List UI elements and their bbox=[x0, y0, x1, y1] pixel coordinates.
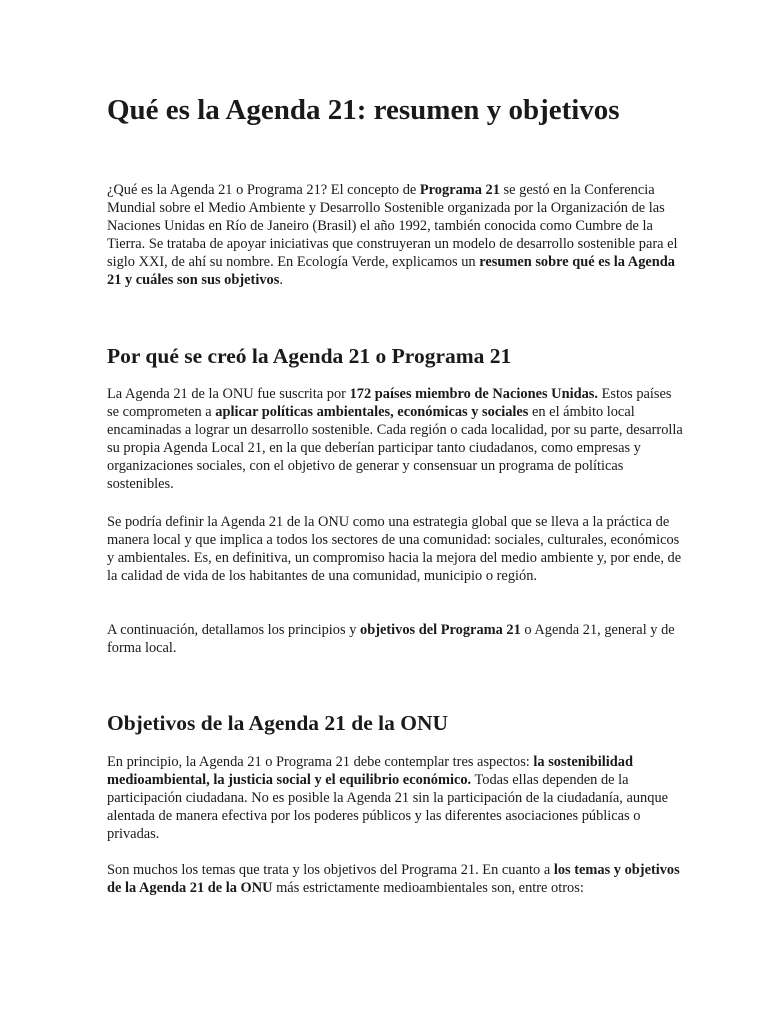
s1p1-text-2: Estos países se comprometen a bbox=[107, 386, 672, 420]
s1p1-bold-1: 172 países miembro de Naciones Unidas. bbox=[349, 386, 598, 402]
s1p3-text-1: A continuación, detallamos los principios y bbox=[107, 622, 360, 638]
section2-paragraph-1 bbox=[107, 753, 687, 843]
s1p3-text-2: o Agenda 21, general y de forma local. bbox=[107, 622, 675, 656]
intro-paragraph bbox=[107, 181, 687, 289]
s2p1-text-1: En principio, la Agenda 21 o Programa 21 debe contemplar tres aspectos: bbox=[107, 754, 534, 770]
intro-text-1: ¿Qué es la Agenda 21 o Programa 21? El concepto de bbox=[107, 182, 420, 198]
intro-text-3: . bbox=[279, 272, 283, 288]
s1p1-bold-2: aplicar políticas ambientales, económicas y sociales bbox=[215, 404, 529, 420]
s2p2-text-1: Son muchos los temas que trata y los objetivos del Programa 21. En cuanto a bbox=[107, 862, 554, 878]
section2-heading: Objetivos de la Agenda 21 de la ONU bbox=[107, 711, 449, 735]
s2p2-bold-1: los temas y objetivos de la Agenda 21 de la ONU bbox=[107, 862, 680, 896]
page-title: Qué es la Agenda 21: resumen y objetivos bbox=[107, 94, 620, 126]
section1-paragraph-3 bbox=[107, 621, 687, 657]
section1-paragraph-1 bbox=[107, 385, 687, 493]
s2p2-text-2: más estrictamente medioambientales son, entre otros: bbox=[272, 880, 584, 896]
intro-bold-2: resumen sobre qué es la Agenda 21 y cuáles son sus objetivos bbox=[107, 254, 675, 288]
intro-bold-1: Programa 21 bbox=[419, 182, 500, 198]
section1-heading: Por qué se creó la Agenda 21 o Programa 21 bbox=[107, 344, 512, 368]
s1p1-text-3: en el ámbito local encaminadas a lograr un desarrollo sostenible. Cada región o cada localidad, por su parte, desarrolla su propia Agenda Local 21, en la que deberían participar tanto ciudadanos, como empresas y organizaciones sociales, con el objetivo de generar y consensuar un programa de políticas sostenibles. bbox=[107, 404, 683, 492]
s1p3-bold-1: objetivos del Programa 21 bbox=[360, 622, 521, 638]
section2-paragraph-2 bbox=[107, 861, 687, 897]
section1-paragraph-2: Se podría definir la Agenda 21 de la ONU como una estrategia global que se lleva a la práctica de manera local y que implica a todos los sectores de una comunidad: sociales, culturales, económicos y ambientales. Es, en definitiva, un compromiso hacia la mejora del medio ambiente y, por ende, de la calidad de vida de los habitantes de una comunidad, municipio o región. bbox=[107, 514, 682, 584]
s1p1-text-1: La Agenda 21 de la ONU fue suscrita por bbox=[107, 386, 350, 402]
s2p1-text-2: Todas ellas dependen de la participación ciudadana. No es posible la Agenda 21 sin la participación de la ciudadanía, aunque alentada de manera efectiva por los poderes públicos y las diferentes asociaciones públicas o privadas. bbox=[107, 772, 669, 842]
s2p1-bold-1: la sostenibilidad medioambiental, la justicia social y el equilibrio económico. bbox=[107, 754, 633, 788]
intro-text-2: se gestó en la Conferencia Mundial sobre el Medio Ambiente y Desarrollo Sostenible organizada por la Organización de las Naciones Unidas en Río de Janeiro (Brasil) el año 1992, también conocida como Cumbre de la Tierra. Se trataba de apoyar iniciativas que construyeran un modelo de desarrollo sostenible para el siglo XXI, de ahí su nombre. En Ecología Verde, explicamos un bbox=[107, 182, 678, 270]
